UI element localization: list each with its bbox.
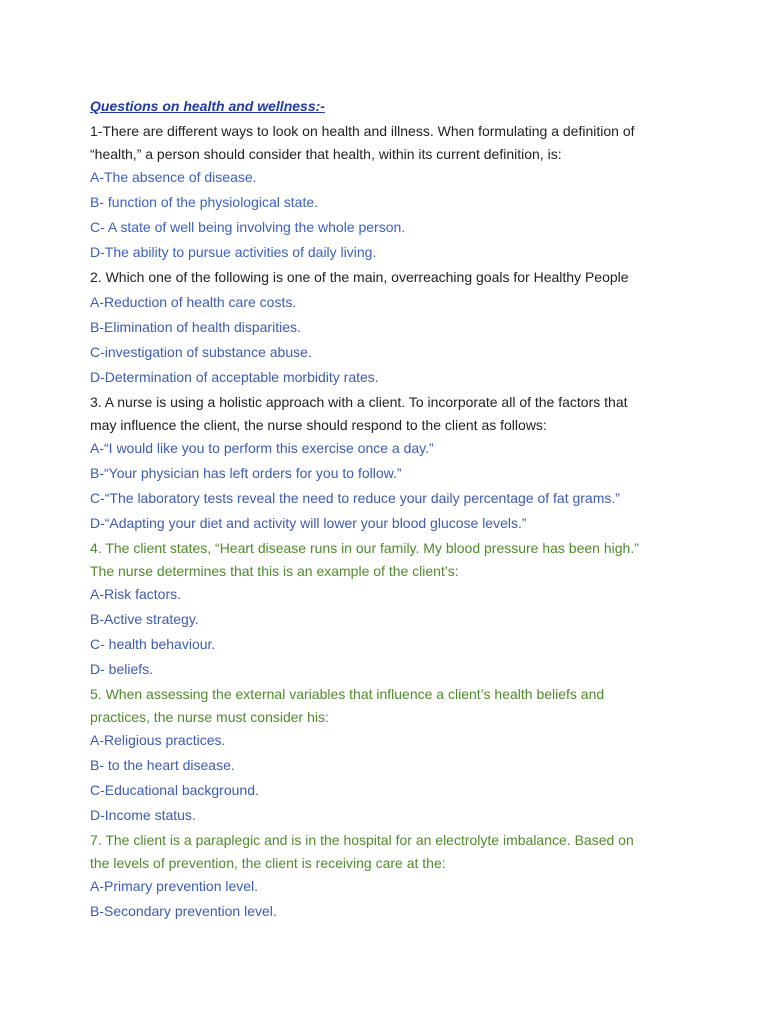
question-text: 7. The client is a paraplegic and is in the hospital for an electrolyte imbalance. Based on bbox=[90, 832, 634, 848]
answer-option: D- beliefs. bbox=[90, 661, 154, 677]
question-text: may influence the client, the nurse should respond to the client as follows: bbox=[90, 417, 547, 433]
document-page bbox=[90, 96, 690, 923]
question-text: 3. A nurse is using a holistic approach with a client. To incorporate all of the factors that bbox=[90, 394, 628, 410]
question-7 bbox=[90, 829, 690, 923]
answer-option: C- health behaviour. bbox=[90, 636, 216, 652]
question-text: 1-There are different ways to look on health and illness. When formulating a definition of bbox=[90, 123, 635, 139]
answer-option: D-Income status. bbox=[90, 807, 196, 823]
question-text: 2. Which one of the following is one of the main, overreaching goals for Healthy People bbox=[90, 269, 629, 285]
question-text: practices, the nurse must consider his: bbox=[90, 709, 329, 725]
answer-option: A-Religious practices. bbox=[90, 732, 226, 748]
question-3 bbox=[90, 391, 690, 537]
answer-option: B- function of the physiological state. bbox=[90, 194, 319, 210]
answer-option: C- A state of well being involving the whole person. bbox=[90, 219, 406, 235]
question-5 bbox=[90, 683, 690, 829]
question-text: the levels of prevention, the client is receiving care at the: bbox=[90, 855, 446, 871]
answer-option: B-Active strategy. bbox=[90, 611, 199, 627]
question-4 bbox=[90, 537, 690, 683]
answer-option: B-“Your physician has left orders for you to follow.” bbox=[90, 465, 402, 481]
question-text: 4. The client states, “Heart disease runs in our family. My blood pressure has been high.” bbox=[90, 540, 639, 556]
answer-option: D-The ability to pursue activities of daily living. bbox=[90, 244, 377, 260]
answer-option: D-Determination of acceptable morbidity rates. bbox=[90, 369, 379, 385]
answer-option: A-“I would like you to perform this exercise once a day.” bbox=[90, 440, 434, 456]
answer-option: B-Elimination of health disparities. bbox=[90, 319, 301, 335]
answer-option: A-Risk factors. bbox=[90, 586, 182, 602]
answer-option: C-Educational background. bbox=[90, 782, 259, 798]
document-title: Questions on health and wellness:- bbox=[90, 98, 325, 114]
answer-option: D-“Adapting your diet and activity will lower your blood glucose levels.” bbox=[90, 515, 527, 531]
answer-option: A-Reduction of health care costs. bbox=[90, 294, 297, 310]
question-text: “health,” a person should consider that health, within its current definition, is: bbox=[90, 146, 562, 162]
question-1 bbox=[90, 120, 690, 266]
question-2 bbox=[90, 266, 690, 391]
question-text: 5. When assessing the external variables that influence a client’s health beliefs and bbox=[90, 686, 605, 702]
answer-option: B- to the heart disease. bbox=[90, 757, 235, 773]
answer-option: C-investigation of substance abuse. bbox=[90, 344, 312, 360]
answer-option: C-“The laboratory tests reveal the need to reduce your daily percentage of fat grams.” bbox=[90, 490, 620, 506]
answer-option: A-Primary prevention level. bbox=[90, 878, 259, 894]
question-text: The nurse determines that this is an example of the client’s: bbox=[90, 563, 459, 579]
answer-option: B-Secondary prevention level. bbox=[90, 903, 277, 919]
answer-option: A-The absence of disease. bbox=[90, 169, 257, 185]
